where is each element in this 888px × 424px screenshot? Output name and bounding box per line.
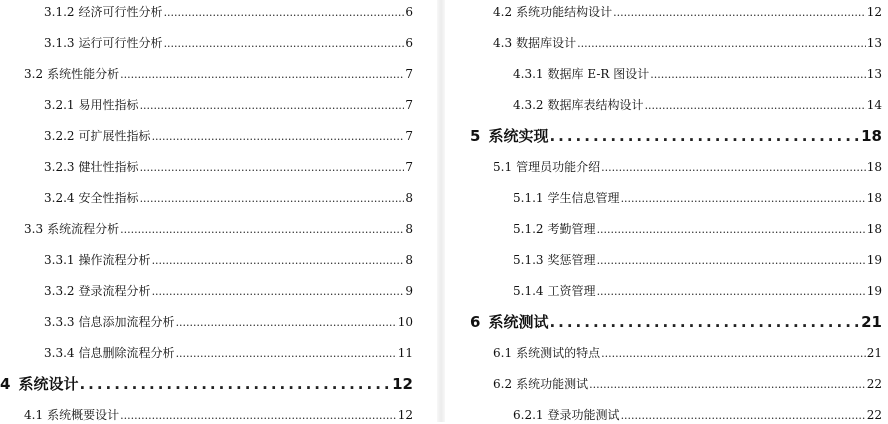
toc-dot-leader [597, 284, 866, 300]
toc-dot-leader [152, 284, 405, 300]
toc-dot-leader [140, 160, 405, 176]
toc-dot-leader [549, 126, 860, 146]
toc-entry-number: 6 [470, 313, 481, 331]
toc-dot-leader [120, 222, 404, 238]
toc-page-number: 22 [866, 408, 882, 422]
toc-dot-leader [577, 36, 866, 52]
toc-entry-number: 4 [0, 375, 11, 393]
toc-entry-title: 学生信息管理 [547, 191, 620, 205]
toc-entry-number: 4.2 [493, 5, 513, 19]
toc-page-number: 12 [392, 375, 413, 393]
toc-entry-number: 4.3 [493, 36, 513, 50]
toc-page-number: 18 [866, 160, 882, 174]
toc-page-number: 7 [405, 160, 413, 174]
toc-page-number: 13 [866, 67, 882, 81]
toc-dot-leader [621, 191, 866, 207]
toc-entry-number: 3.3.4 [44, 346, 75, 360]
toc-entry-title: 系统概要设计 [47, 408, 120, 422]
toc-page-number: 6 [405, 36, 413, 50]
toc-dot-leader [152, 129, 405, 145]
toc-entry-title: 系统功能测试 [516, 377, 589, 391]
toc-page-number: 13 [866, 36, 882, 50]
toc-entry-title: 奖惩管理 [547, 253, 596, 267]
toc-entry-title: 经济可行性分析 [78, 5, 163, 19]
toc-dot-leader [176, 346, 397, 362]
toc-entry-number: 3.2.3 [44, 160, 75, 174]
toc-entry[interactable] [24, 66, 413, 83]
toc-entry-title: 数据库设计 [516, 36, 577, 50]
toc-entry-title: 安全性指标 [78, 191, 139, 205]
toc-dot-leader [164, 5, 405, 21]
toc-entry-title: 登录功能测试 [547, 408, 620, 422]
toc-entry-title: 考勤管理 [547, 222, 596, 236]
toc-dot-leader [650, 67, 865, 83]
toc-entry[interactable] [493, 376, 882, 393]
toc-entry-title: 登录流程分析 [78, 284, 151, 298]
toc-dot-leader [597, 253, 866, 269]
toc-entry-number: 4.3.1 [513, 67, 544, 81]
toc-entry[interactable] [493, 4, 882, 21]
toc-chapter-entry[interactable] [0, 374, 413, 394]
toc-entry-title: 数据库表结构设计 [547, 98, 644, 112]
toc-dot-leader [120, 67, 404, 83]
toc-entry[interactable] [44, 314, 413, 331]
toc-page-number: 8 [405, 253, 413, 267]
toc-entry[interactable] [493, 159, 882, 176]
toc-dot-leader [140, 98, 405, 114]
toc-entry-number: 3.3.1 [44, 253, 75, 267]
toc-entry-number: 5 [470, 127, 481, 145]
toc-dot-leader [176, 315, 397, 331]
toc-entry-number: 6.2 [493, 377, 513, 391]
toc-entry-number: 3.1.3 [44, 36, 75, 50]
toc-page-number: 19 [866, 284, 882, 298]
toc-entry[interactable] [513, 252, 882, 269]
toc-page-number: 14 [866, 98, 882, 112]
toc-entry[interactable] [44, 97, 413, 114]
toc-page-number: 11 [397, 346, 413, 360]
toc-entry-title: 系统流程分析 [47, 222, 120, 236]
toc-page-left [0, 0, 440, 422]
toc-page-number: 18 [866, 222, 882, 236]
toc-entry[interactable] [513, 66, 882, 83]
toc-page-number: 6 [405, 5, 413, 19]
toc-entry-number: 3.2.4 [44, 191, 75, 205]
toc-page-number: 18 [866, 191, 882, 205]
toc-page-number: 18 [861, 127, 882, 145]
toc-page-number: 8 [405, 222, 413, 236]
toc-entry[interactable] [24, 221, 413, 238]
toc-entry-title: 管理员功能介绍 [516, 160, 601, 174]
toc-entry[interactable] [44, 190, 413, 207]
toc-entry[interactable] [513, 407, 882, 424]
toc-entry-number: 4.3.2 [513, 98, 544, 112]
toc-entry-title: 系统测试 [488, 313, 549, 331]
toc-dot-leader [164, 36, 405, 52]
toc-entry[interactable] [44, 4, 413, 21]
toc-dot-leader [601, 346, 866, 362]
toc-entry[interactable] [44, 128, 413, 145]
toc-page-number: 21 [866, 346, 882, 360]
toc-entry-title: 数据库 E-R 图设计 [547, 67, 650, 81]
toc-page-number: 7 [405, 67, 413, 81]
toc-entry[interactable] [493, 35, 882, 52]
toc-dot-leader [645, 98, 866, 114]
toc-page-number: 12 [397, 408, 413, 422]
toc-entry-number: 5.1.2 [513, 222, 544, 236]
toc-page-number: 8 [405, 191, 413, 205]
toc-entry-number: 5.1 [493, 160, 513, 174]
toc-entry-title: 可扩展性指标 [78, 129, 151, 143]
toc-entry[interactable] [44, 159, 413, 176]
toc-entry[interactable] [513, 97, 882, 114]
toc-dot-leader [597, 222, 866, 238]
toc-entry-number: 5.1.3 [513, 253, 544, 267]
toc-page-number: 22 [866, 377, 882, 391]
toc-entry[interactable] [24, 407, 413, 424]
toc-dot-leader [613, 5, 866, 21]
toc-entry-number: 3.3.3 [44, 315, 75, 329]
toc-entry-title: 健壮性指标 [78, 160, 139, 174]
toc-page-number: 21 [861, 313, 882, 331]
toc-entry-number: 6.1 [493, 346, 513, 360]
toc-page-number: 7 [405, 129, 413, 143]
toc-entry-title: 操作流程分析 [78, 253, 151, 267]
toc-dot-leader [152, 253, 405, 269]
toc-entry[interactable] [44, 345, 413, 362]
toc-entry-number: 4.1 [24, 408, 44, 422]
toc-dot-leader [589, 377, 866, 393]
toc-entry[interactable] [44, 283, 413, 300]
toc-chapter-entry[interactable] [470, 126, 882, 146]
toc-entry-number: 3.2 [24, 67, 44, 81]
toc-dot-leader [140, 191, 405, 207]
toc-entry[interactable] [513, 190, 882, 207]
toc-page-number: 9 [405, 284, 413, 298]
toc-page-right [440, 0, 888, 422]
toc-entry-number: 3.1.2 [44, 5, 75, 19]
toc-entry-title: 信息添加流程分析 [78, 315, 175, 329]
toc-dot-leader [549, 312, 860, 332]
toc-page-number: 12 [866, 5, 882, 19]
toc-dot-leader [601, 160, 866, 176]
toc-entry-title: 工资管理 [547, 284, 596, 298]
toc-entry[interactable] [44, 35, 413, 52]
toc-entry-number: 5.1.4 [513, 284, 544, 298]
toc-entry-title: 系统测试的特点 [516, 346, 601, 360]
toc-entry-title: 系统实现 [488, 127, 549, 145]
toc-page-number: 10 [397, 315, 413, 329]
toc-entry-number: 5.1.1 [513, 191, 544, 205]
toc-chapter-entry[interactable] [470, 312, 882, 332]
toc-entry[interactable] [513, 283, 882, 300]
toc-entry-number: 3.3.2 [44, 284, 75, 298]
toc-page-number: 19 [866, 253, 882, 267]
toc-entry-number: 3.2.1 [44, 98, 75, 112]
toc-entry-title: 系统性能分析 [47, 67, 120, 81]
toc-entry-number: 6.2.1 [513, 408, 544, 422]
toc-entry[interactable] [493, 345, 882, 362]
toc-entry-title: 易用性指标 [78, 98, 139, 112]
toc-entry-title: 信息删除流程分析 [78, 346, 175, 360]
toc-entry[interactable] [513, 221, 882, 238]
toc-entry[interactable] [44, 252, 413, 269]
toc-entry-number: 3.2.2 [44, 129, 75, 143]
toc-entry-title: 运行可行性分析 [78, 36, 163, 50]
toc-entry-title: 系统功能结构设计 [516, 5, 613, 19]
toc-entry-number: 3.3 [24, 222, 44, 236]
toc-page-number: 7 [405, 98, 413, 112]
toc-entry-title: 系统设计 [18, 375, 79, 393]
toc-dot-leader [79, 374, 391, 394]
